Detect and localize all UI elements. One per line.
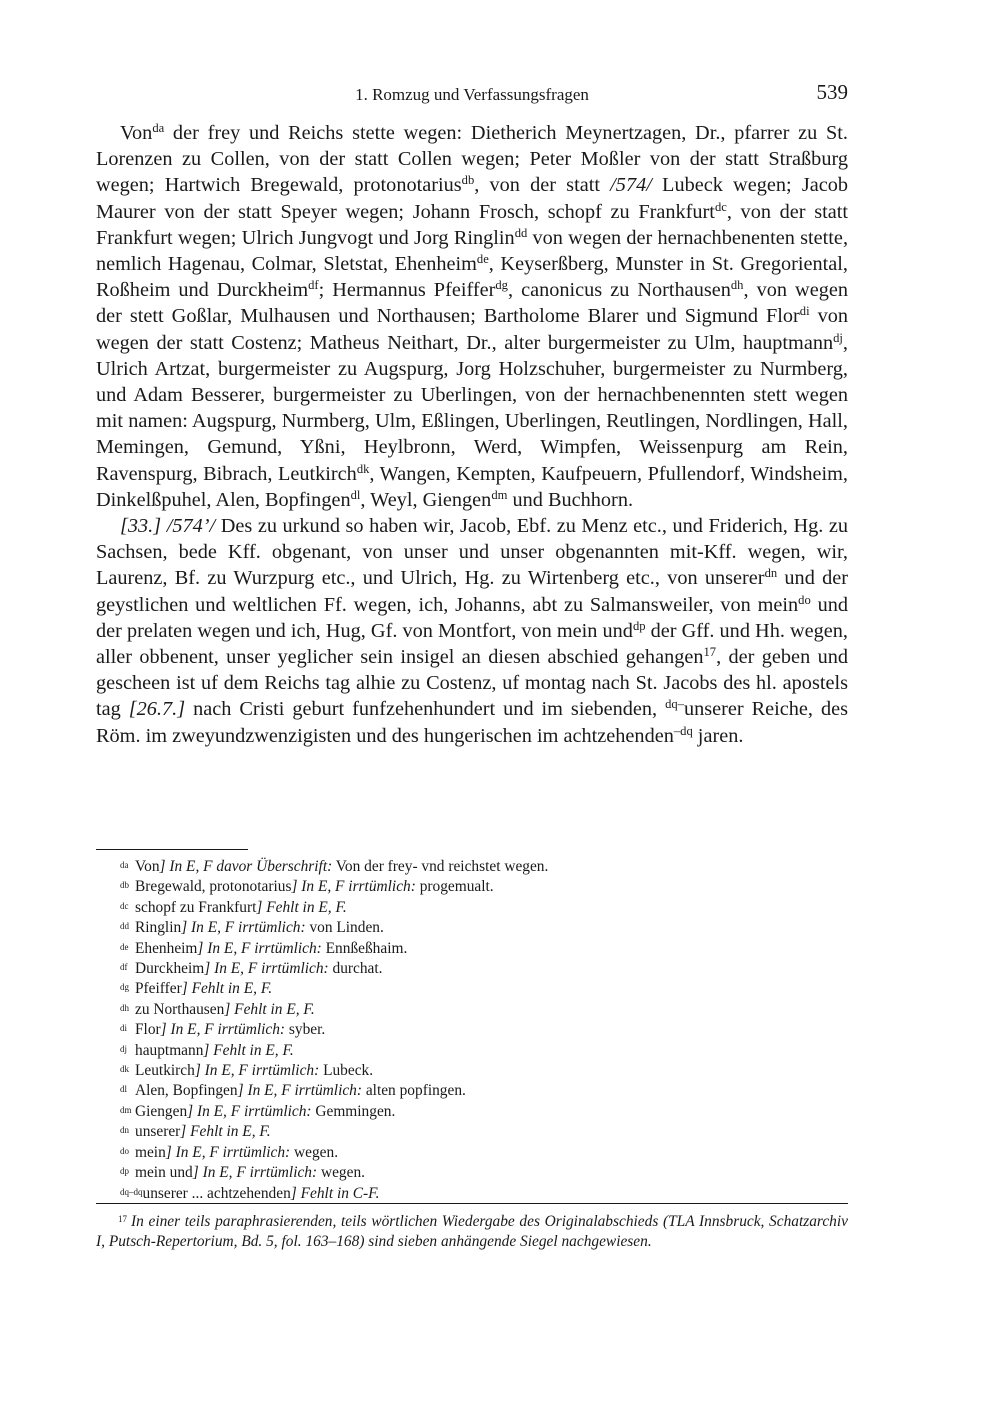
apparatus-siglum: dc [120,900,129,911]
lemma-bracket: ] [237,1082,248,1100]
apparatus-entry [120,1080,848,1100]
apparatus-reading: progemualt. [415,878,494,896]
lemma-bracket: ] [181,980,192,998]
apparatus-lemma: Pfeiffer [135,980,182,998]
apparatus-siglum: do [120,1145,129,1156]
lemma-bracket: ] [204,960,215,978]
apparatus-note: Fehlt in E, F. [191,980,273,998]
apparatus-lemma: Von [135,858,160,875]
critical-apparatus [120,856,848,1203]
text-run: , von wegen der stett Goßlar, Mulhausen und Northausen; Bartholome Blarer und Sigmund Flor [96,279,848,328]
editorial-marker: [33.] /574’/ [120,515,216,538]
apparatus-siglum: dg [495,278,508,293]
apparatus-note: Fehlt in E, F. [190,1123,271,1141]
text-run: , Keyserßberg, Munster in St. Gregoriental, Roßheim und Durckheim [96,253,848,302]
apparatus-divider [96,849,248,850]
apparatus-lemma: Alen, Bopfingen [135,1082,238,1100]
apparatus-siglum: df [308,278,319,293]
apparatus-lemma: Flor [135,1021,161,1039]
lemma-bracket: ] [291,878,302,896]
lemma-bracket: ] [194,1062,205,1080]
text-run: , Ulrich Artzat, burgermeister zu Augspurg, Jorg Holzschuher, burgermeister zu Nurmberg, und Adam Besserer, burgermeister zu Uberlingen, von der hernachbenennten stett wegen mit namen: Augspurg, Nurmberg, Ulm, Eßlingen, Uberlingen, Reutlingen, Nordlingen, Hall, Memingen, Gemund, Yßni, Heylbronn, Werd, Wimpfen, Weissenpurg am Rein, Ravenspurg, Bibrach, Leutkirch [96,331,848,485]
apparatus-entry [120,978,848,998]
apparatus-entry [120,1060,848,1080]
text-run: nach Cristi geburt funfzehenhundert und im siebenden, [185,698,666,721]
text-run: der Gff. und Hh. wegen, aller obbenent, unser yeglicher sein insigel an diesen abschied gehangen [96,619,848,669]
apparatus-siglum: dd [120,921,129,932]
lemma-bracket: ] [256,898,267,916]
section-title: 1. Romzug und Verfassungsfragen [355,85,589,104]
apparatus-siglum: –dq [673,723,693,738]
apparatus-siglum: db [120,880,129,891]
apparatus-reading: Ennßeßhaim. [321,939,408,957]
apparatus-entry [120,1183,848,1203]
apparatus-siglum: 17 [703,645,717,660]
apparatus-entry [120,897,848,917]
running-head [96,80,848,108]
editorial-marker: /574/ [610,174,652,197]
apparatus-siglum: dh [730,278,744,293]
apparatus-reading: alten popfingen. [362,1082,466,1100]
apparatus-lemma: Ringlin [135,919,182,937]
apparatus-note: In E, F irrtümlich: [191,919,306,937]
apparatus-note: Fehlt in E, F. [234,1000,315,1018]
text-run: Von [120,122,153,144]
text-run: Des zu urkund so haben wir, Jacob, Ebf. zu Menz etc., und Friderich, Hg. zu Sachsen, bede Kff. obgenant, von unser und unser obgenannten mit-Kff. wegen, wir, Laurenz, Bf. zu Wurzpurg etc., und Ulrich, Hg. zu Wirtenberg etc., von unserer [96,515,849,590]
apparatus-siglum: dg [120,982,129,993]
apparatus-siglum: di [799,304,810,319]
apparatus-note: In E, F irrtümlich: [175,1143,291,1161]
footnote-number: 17 [118,1214,127,1224]
text-run: , von der statt Frankfurt wegen; Ulrich Jungvogt und Jorg Ringlin [96,200,849,249]
lemma-bracket: ] [224,1000,235,1018]
apparatus-siglum: dh [120,1002,129,1013]
apparatus-siglum: df [120,962,128,973]
apparatus-lemma: unserer ... achtzehenden [142,1184,291,1202]
apparatus-entry [120,1019,848,1039]
apparatus-note: In E, F irrtümlich: [170,1021,286,1039]
apparatus-note: Fehlt in E, F. [266,898,347,916]
apparatus-siglum: dl [120,1084,128,1095]
apparatus-siglum: di [120,1023,128,1034]
apparatus-note: In E, F irrtümlich: [204,1062,320,1080]
apparatus-siglum: da [120,860,129,870]
page-number: 539 [816,80,848,104]
paragraph [96,120,848,513]
apparatus-siglum: da [152,121,165,136]
apparatus-lemma: zu Northausen [135,1000,225,1018]
apparatus-siglum: dd [514,225,528,240]
text-run: , der geben und gescheen ist uf dem Reichs tag alhie zu Costenz, uf montag nach St. Jacobs des hl. apostels tag [96,646,848,721]
text-run: , canonicus zu Northausen [507,279,731,302]
lemma-bracket: ] [290,1184,301,1202]
apparatus-siglum: dn [764,566,778,581]
apparatus-entry [120,999,848,1019]
apparatus-siglum: dc [714,199,727,214]
apparatus-lemma: mein [135,1143,166,1161]
apparatus-lemma: schopf zu Frankfurt [135,898,257,916]
apparatus-reading: Lubeck. [319,1062,374,1080]
text-run: jaren. [692,724,744,747]
text-run: von wegen der hernachbenenten stette, nemlich Hagenau, Colmar, Sletstat, Ehenheim [96,226,849,276]
apparatus-entry [120,938,848,958]
lemma-bracket: ] [165,1143,176,1161]
apparatus-lemma: Bregewald, protonotarius [135,878,292,896]
apparatus-reading: wegen. [290,1143,339,1161]
footnote-divider [96,1203,848,1204]
apparatus-siglum: dl [350,487,361,502]
apparatus-reading: wegen. [317,1164,365,1182]
apparatus-siglum: do [798,592,811,607]
apparatus-entry [120,1162,848,1182]
apparatus-note: In E, F irrtümlich: [207,939,322,957]
apparatus-lemma: Giengen [135,1102,188,1120]
apparatus-siglum: db [461,173,475,188]
lemma-bracket: ] [203,1041,214,1059]
lemma-bracket: ] [180,1123,191,1141]
footnote-text: In einer teils paraphrasierenden, teils wörtlichen Wiedergabe des Originalabschieds (TLA Innsbruck, Schatzarchiv I, Putsch-Repertorium, Bd. 5, fol. 163–168) sind sieben anhängende Siegel nachgewiesen. [96,1213,848,1250]
apparatus-lemma: unserer [135,1123,181,1141]
text-run: und Buchhorn. [507,488,634,511]
apparatus-lemma: Durckheim [135,960,205,978]
apparatus-siglum: dm [491,487,508,502]
apparatus-entry [120,856,848,876]
apparatus-entry [120,917,848,937]
lemma-bracket: ] [187,1102,197,1120]
apparatus-entry [120,958,848,978]
text-run: , von der statt [474,174,611,197]
apparatus-siglum: de [476,252,489,267]
text-run: der frey und Reichs stette wegen: Dietherich Meynertzagen, Dr., pfarrer zu St. Lorenzen zu Collen, von der statt Collen wegen; Peter Moßler von der statt Straßburg wegen; Hartwich Bregewald, protonotarius [96,122,848,197]
apparatus-reading: syber. [285,1021,326,1039]
apparatus-siglum: dq–dq [120,1186,143,1197]
apparatus-lemma: Ehenheim [135,939,198,957]
lemma-bracket: ] [197,939,208,957]
footnote-entry [96,1209,848,1252]
apparatus-note: In E, F irrtümlich: [202,1164,318,1182]
apparatus-note: In E, F irrtümlich: [301,878,416,896]
apparatus-siglum: de [120,941,129,952]
lemma-bracket: ] [160,1021,171,1039]
apparatus-siglum: dm [120,1104,132,1115]
apparatus-lemma: hauptmann [135,1041,204,1059]
lemma-bracket: ] [159,858,170,875]
main-text [96,120,848,749]
apparatus-note: Fehlt in E, F. [213,1041,294,1059]
text-run: und der prelaten wegen und ich, Hug, Gf. von Montfort, von mein und [96,593,848,642]
apparatus-entry [120,1121,848,1141]
apparatus-reading: von Linden. [305,919,384,937]
apparatus-note: Fehlt in C-F. [300,1184,380,1202]
apparatus-lemma: Leutkirch [135,1062,195,1080]
apparatus-siglum: dq– [665,697,684,712]
apparatus-entry [120,1040,848,1060]
apparatus-siglum: dn [120,1125,129,1136]
apparatus-reading: Von der frey- vnd reichstet wegen. [332,858,549,875]
apparatus-siglum: dj [120,1043,128,1054]
text-run: und der geystlichen und weltlichen Ff. wegen, ich, Johanns, abt zu Salmansweiler, von mein [96,567,848,616]
apparatus-reading: Gemmingen. [311,1102,396,1120]
apparatus-entry [120,876,848,896]
apparatus-note: In E, F irrtümlich: [196,1102,312,1120]
apparatus-siglum: dp [632,618,646,633]
apparatus-note: In E, F irrtümlich: [247,1082,362,1100]
apparatus-lemma: mein und [135,1164,193,1182]
apparatus-siglum: dk [120,1064,129,1075]
apparatus-entry [120,1142,848,1162]
apparatus-siglum: dk [356,461,370,476]
apparatus-note: In E, F irrtümlich: [214,960,329,978]
apparatus-reading: durchat. [328,960,383,978]
text-run: von wegen der statt Costenz; Matheus Neithart, Dr., alter burgermeister zu Ulm, hauptmann [96,305,848,354]
apparatus-note: In E, F davor Überschrift: [169,858,333,875]
text-run: unserer Reiche, des Röm. im zweyundzwenzigisten und des hungerischen im achtzehenden [96,698,848,747]
text-run: Lubeck wegen; Jacob Maurer von der statt Speyer wegen; Johann Frosch, schopf zu Frankfurt [96,174,848,223]
lemma-bracket: ] [192,1164,203,1182]
editorial-marker: [26.7.] [128,698,186,721]
text-run: , Wangen, Kempten, Kaufpeuern, Pfullendorf, Windsheim, Dinkelßpuhel, Alen, Bopfingen [96,462,848,511]
apparatus-siglum: dj [833,330,843,345]
apparatus-siglum: dp [120,1166,129,1177]
apparatus-entry [120,1101,848,1121]
paragraph [96,513,848,749]
lemma-bracket: ] [181,919,192,937]
footnote [96,1209,848,1252]
text-run: ; Hermannus Pfeiffer [318,279,496,302]
text-run: , Weyl, Giengen [360,488,492,511]
